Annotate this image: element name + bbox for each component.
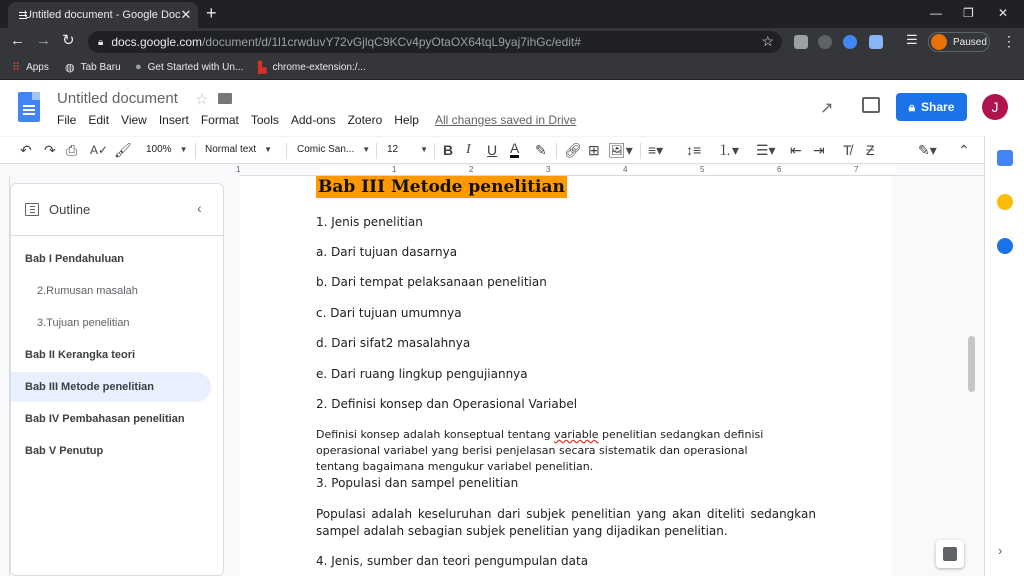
explore-button[interactable] <box>936 540 964 568</box>
ruler-number: 3 <box>546 165 551 174</box>
style-select[interactable] <box>205 144 272 155</box>
outline-item[interactable]: 3.Tujuan penelitian <box>37 317 130 329</box>
restore-icon[interactable]: ❐ <box>963 6 974 20</box>
text-run: penelitian sedangkan definisi operasional variabel yang berisi penjelasan secara sistematik dan operasional tentang bagaimana mengukur variabel penelitian. <box>316 428 764 473</box>
calendar-icon[interactable] <box>997 150 1013 166</box>
collapse-toolbar-icon[interactable]: ⌃ <box>958 142 970 158</box>
redo-icon[interactable]: ↷ <box>44 142 56 158</box>
decrease-indent-icon[interactable]: ⇤ <box>790 142 802 158</box>
minimize-icon[interactable]: — <box>930 6 942 20</box>
outline-item[interactable]: Bab II Kerangka teori <box>25 349 136 361</box>
menu-help[interactable]: Help <box>394 113 419 127</box>
bookmarks-bar <box>0 56 1024 80</box>
chevron-down-icon: ▼ <box>179 145 188 154</box>
divider <box>195 143 196 159</box>
bold-icon[interactable]: B <box>443 142 454 158</box>
underline-icon[interactable]: U <box>487 142 498 158</box>
bookmark-label: chrome-extension:/... <box>272 62 366 73</box>
menu-zotero[interactable]: Zotero <box>347 113 383 127</box>
text-run: Definisi konsep adalah konseptual tentang <box>316 428 555 441</box>
save-status[interactable]: All changes saved in Drive <box>434 113 577 127</box>
menu-format[interactable]: Format <box>200 113 239 127</box>
apps-grid-icon: ⠿ <box>12 62 21 74</box>
bulleted-list-icon[interactable]: ☰▾ <box>756 142 776 158</box>
chevron-down-icon: ▼ <box>420 145 429 154</box>
extension-page-icon: ▙ <box>258 62 267 74</box>
ruler-number: 1 <box>392 165 397 174</box>
undo-icon[interactable]: ↶ <box>20 142 32 158</box>
ruler-number: 4 <box>623 165 628 174</box>
lock-icon: 🔒︎ <box>908 99 916 114</box>
vertical-ruler <box>0 176 10 576</box>
new-tab-button[interactable]: + <box>206 3 217 23</box>
increase-indent-icon[interactable]: ⇥ <box>813 142 825 158</box>
ruler-number: 7 <box>854 165 859 174</box>
line-spacing-icon[interactable]: ↕≡ <box>686 142 702 158</box>
docs-header <box>0 80 1024 136</box>
doc-line: c. Dari tujuan umumnya <box>316 306 462 320</box>
doc-line: 2. Definisi konsep dan Operasional Variabel <box>316 397 578 411</box>
clear-formatting-icon[interactable]: T̸ <box>843 142 852 158</box>
menu-insert[interactable]: Insert <box>158 113 189 127</box>
globe-icon: ◍ <box>65 62 75 74</box>
doc-line: 4. Jenis, sumber dan teori pengumpulan data <box>316 554 589 568</box>
folder-icon[interactable] <box>218 93 232 104</box>
section-heading: Bab III Metode penelitian <box>318 177 565 197</box>
bookmark-get-started[interactable] <box>135 61 243 73</box>
paint-format-icon[interactable]: 🖌︎ <box>114 142 132 158</box>
highlight-icon[interactable]: ✎ <box>535 142 547 158</box>
profile-status: Paused <box>953 36 987 48</box>
close-window-icon[interactable]: ✕ <box>998 6 1009 20</box>
document-title[interactable]: Untitled document <box>57 90 178 107</box>
outline-item[interactable]: 2.Rumusan masalah <box>37 285 138 297</box>
bookmark-star-icon[interactable]: ☆ <box>761 33 774 49</box>
vertical-scrollbar[interactable] <box>968 336 975 392</box>
font-select[interactable] <box>297 144 370 155</box>
doc-line: d. Dari sifat2 masalahnya <box>316 336 471 350</box>
comment-history-icon[interactable] <box>862 97 880 113</box>
bookmark-apps[interactable] <box>12 61 49 74</box>
share-label: Share <box>921 100 955 114</box>
extension-icon[interactable] <box>869 35 883 49</box>
profile-avatar <box>931 34 947 50</box>
chevron-down-icon: ▼ <box>264 145 273 154</box>
add-comment-icon[interactable]: ⊞ <box>588 142 600 158</box>
insert-image-icon[interactable]: 🖼︎▾ <box>608 142 633 158</box>
divider <box>640 143 641 159</box>
bookmark-tab-baru[interactable] <box>65 61 121 74</box>
extension-icon[interactable] <box>794 35 808 49</box>
url-path: /document/d/1l1crwduvY72vGjlqC9KCv4pyOtaOX64tqL9yaj7ihGc/edit# <box>202 35 581 49</box>
align-icon[interactable]: ≡▾ <box>648 142 664 158</box>
doc-line: 1. Jenis penelitian <box>316 215 423 229</box>
tab-title: Untitled document - Google Doc <box>24 9 181 21</box>
star-icon[interactable]: ☆ <box>195 91 209 108</box>
outline-title: Outline <box>49 202 91 217</box>
side-panel <box>984 136 1024 576</box>
address-bar[interactable] <box>88 31 782 53</box>
equation-icon[interactable]: Ƶ <box>866 142 875 158</box>
divider <box>556 143 557 159</box>
close-tab-icon[interactable]: ✕ <box>180 7 192 22</box>
chevron-right-icon[interactable]: › <box>998 543 1003 558</box>
outline-item[interactable]: Bab V Penutup <box>25 445 104 457</box>
menu-edit[interactable]: Edit <box>88 113 110 127</box>
formatting-toolbar <box>0 136 984 164</box>
profile-button[interactable] <box>928 32 990 52</box>
outline-icon <box>25 203 39 216</box>
ruler-number: 1 <box>236 165 241 174</box>
style-value: Normal text <box>205 144 257 155</box>
bookmark-label: Tab Baru <box>80 62 121 73</box>
keep-icon[interactable] <box>997 194 1013 210</box>
text-color-icon[interactable]: A <box>510 140 520 156</box>
definisi-paragraph <box>316 427 786 475</box>
font-size-value: 12 <box>387 144 399 155</box>
reload-icon[interactable]: ↻ <box>62 32 75 49</box>
ruler-number: 6 <box>777 165 782 174</box>
media-queue-icon[interactable]: ☰ <box>906 32 918 47</box>
font-size-select[interactable] <box>387 144 428 155</box>
editing-mode-icon[interactable]: ✎▾ <box>918 142 937 158</box>
chevron-down-icon: ▼ <box>362 145 371 154</box>
bookmark-label: Get Started with Un... <box>147 61 244 73</box>
tasks-icon[interactable] <box>997 238 1013 254</box>
chevron-left-icon[interactable]: ‹ <box>197 200 202 216</box>
share-button[interactable] <box>896 93 967 121</box>
menu-file[interactable]: File <box>57 113 77 127</box>
menu-view[interactable]: View <box>121 113 147 127</box>
browser-tab[interactable] <box>8 2 198 28</box>
zoom-value: 100% <box>146 144 172 155</box>
page-icon: ● <box>135 61 142 73</box>
bookmark-chrome-extension[interactable] <box>258 61 366 74</box>
print-icon[interactable]: ⎙ <box>66 142 78 158</box>
lock-icon: 🔒︎ <box>98 36 104 48</box>
ruler-number: 2 <box>469 165 474 174</box>
bookmark-label: Apps <box>26 62 49 73</box>
divider <box>286 143 287 159</box>
misspelled-word[interactable]: variable <box>554 428 599 441</box>
outline-item[interactable]: Bab IV Pembahasan penelitian <box>25 413 185 425</box>
menu-addons[interactable]: Add-ons <box>290 113 336 127</box>
extension-icon[interactable] <box>843 35 857 49</box>
font-value: Comic San... <box>297 144 355 155</box>
numbered-list-icon[interactable]: ⒈▾ <box>718 142 740 158</box>
browser-menu-icon[interactable]: ⋮ <box>1002 33 1016 49</box>
forward-icon[interactable]: → <box>36 32 51 49</box>
outline-header <box>11 184 223 236</box>
populasi-paragraph: Populasi adalah keseluruhan dari subjek penelitian yang akan diteliti sedangkan sampel adalah sebagian subjek penelitian yang dijadikan penelitian. <box>316 507 816 538</box>
divider <box>434 143 435 159</box>
outline-item-active[interactable]: Bab III Metode penelitian <box>11 372 211 402</box>
divider <box>376 143 377 159</box>
url-host: docs.google.com <box>111 35 203 49</box>
outline-item[interactable]: Bab I Pendahuluan <box>25 253 125 265</box>
document-canvas <box>240 176 984 576</box>
back-icon[interactable]: ← <box>10 32 25 49</box>
doc-line: 3. Populasi dan sampel penelitian <box>316 476 519 490</box>
browser-toolbar <box>0 28 1024 56</box>
document-page[interactable] <box>240 176 892 576</box>
docs-logo-icon[interactable] <box>18 92 40 122</box>
ruler-page-area <box>320 166 896 174</box>
docs-menubar <box>57 113 576 127</box>
browser-tabstrip <box>0 0 1024 28</box>
horizontal-ruler[interactable] <box>236 164 984 176</box>
menu-tools[interactable]: Tools <box>250 113 279 127</box>
doc-line: a. Dari tujuan dasarnya <box>316 245 458 259</box>
outline-panel <box>10 183 224 576</box>
ruler-number: 5 <box>700 165 705 174</box>
activity-trend-icon[interactable]: ↗ <box>820 100 834 117</box>
italic-icon[interactable]: I <box>466 142 471 157</box>
extension-icon[interactable] <box>818 35 832 49</box>
doc-line: e. Dari ruang lingkup pengujiannya <box>316 367 528 381</box>
spellcheck-icon[interactable]: A✓ <box>90 143 109 157</box>
zoom-select[interactable] <box>146 144 188 155</box>
link-icon[interactable]: 🔗︎ <box>564 142 582 158</box>
doc-line: b. Dari tempat pelaksanaan penelitian <box>316 275 547 289</box>
user-avatar[interactable]: J <box>982 94 1008 120</box>
